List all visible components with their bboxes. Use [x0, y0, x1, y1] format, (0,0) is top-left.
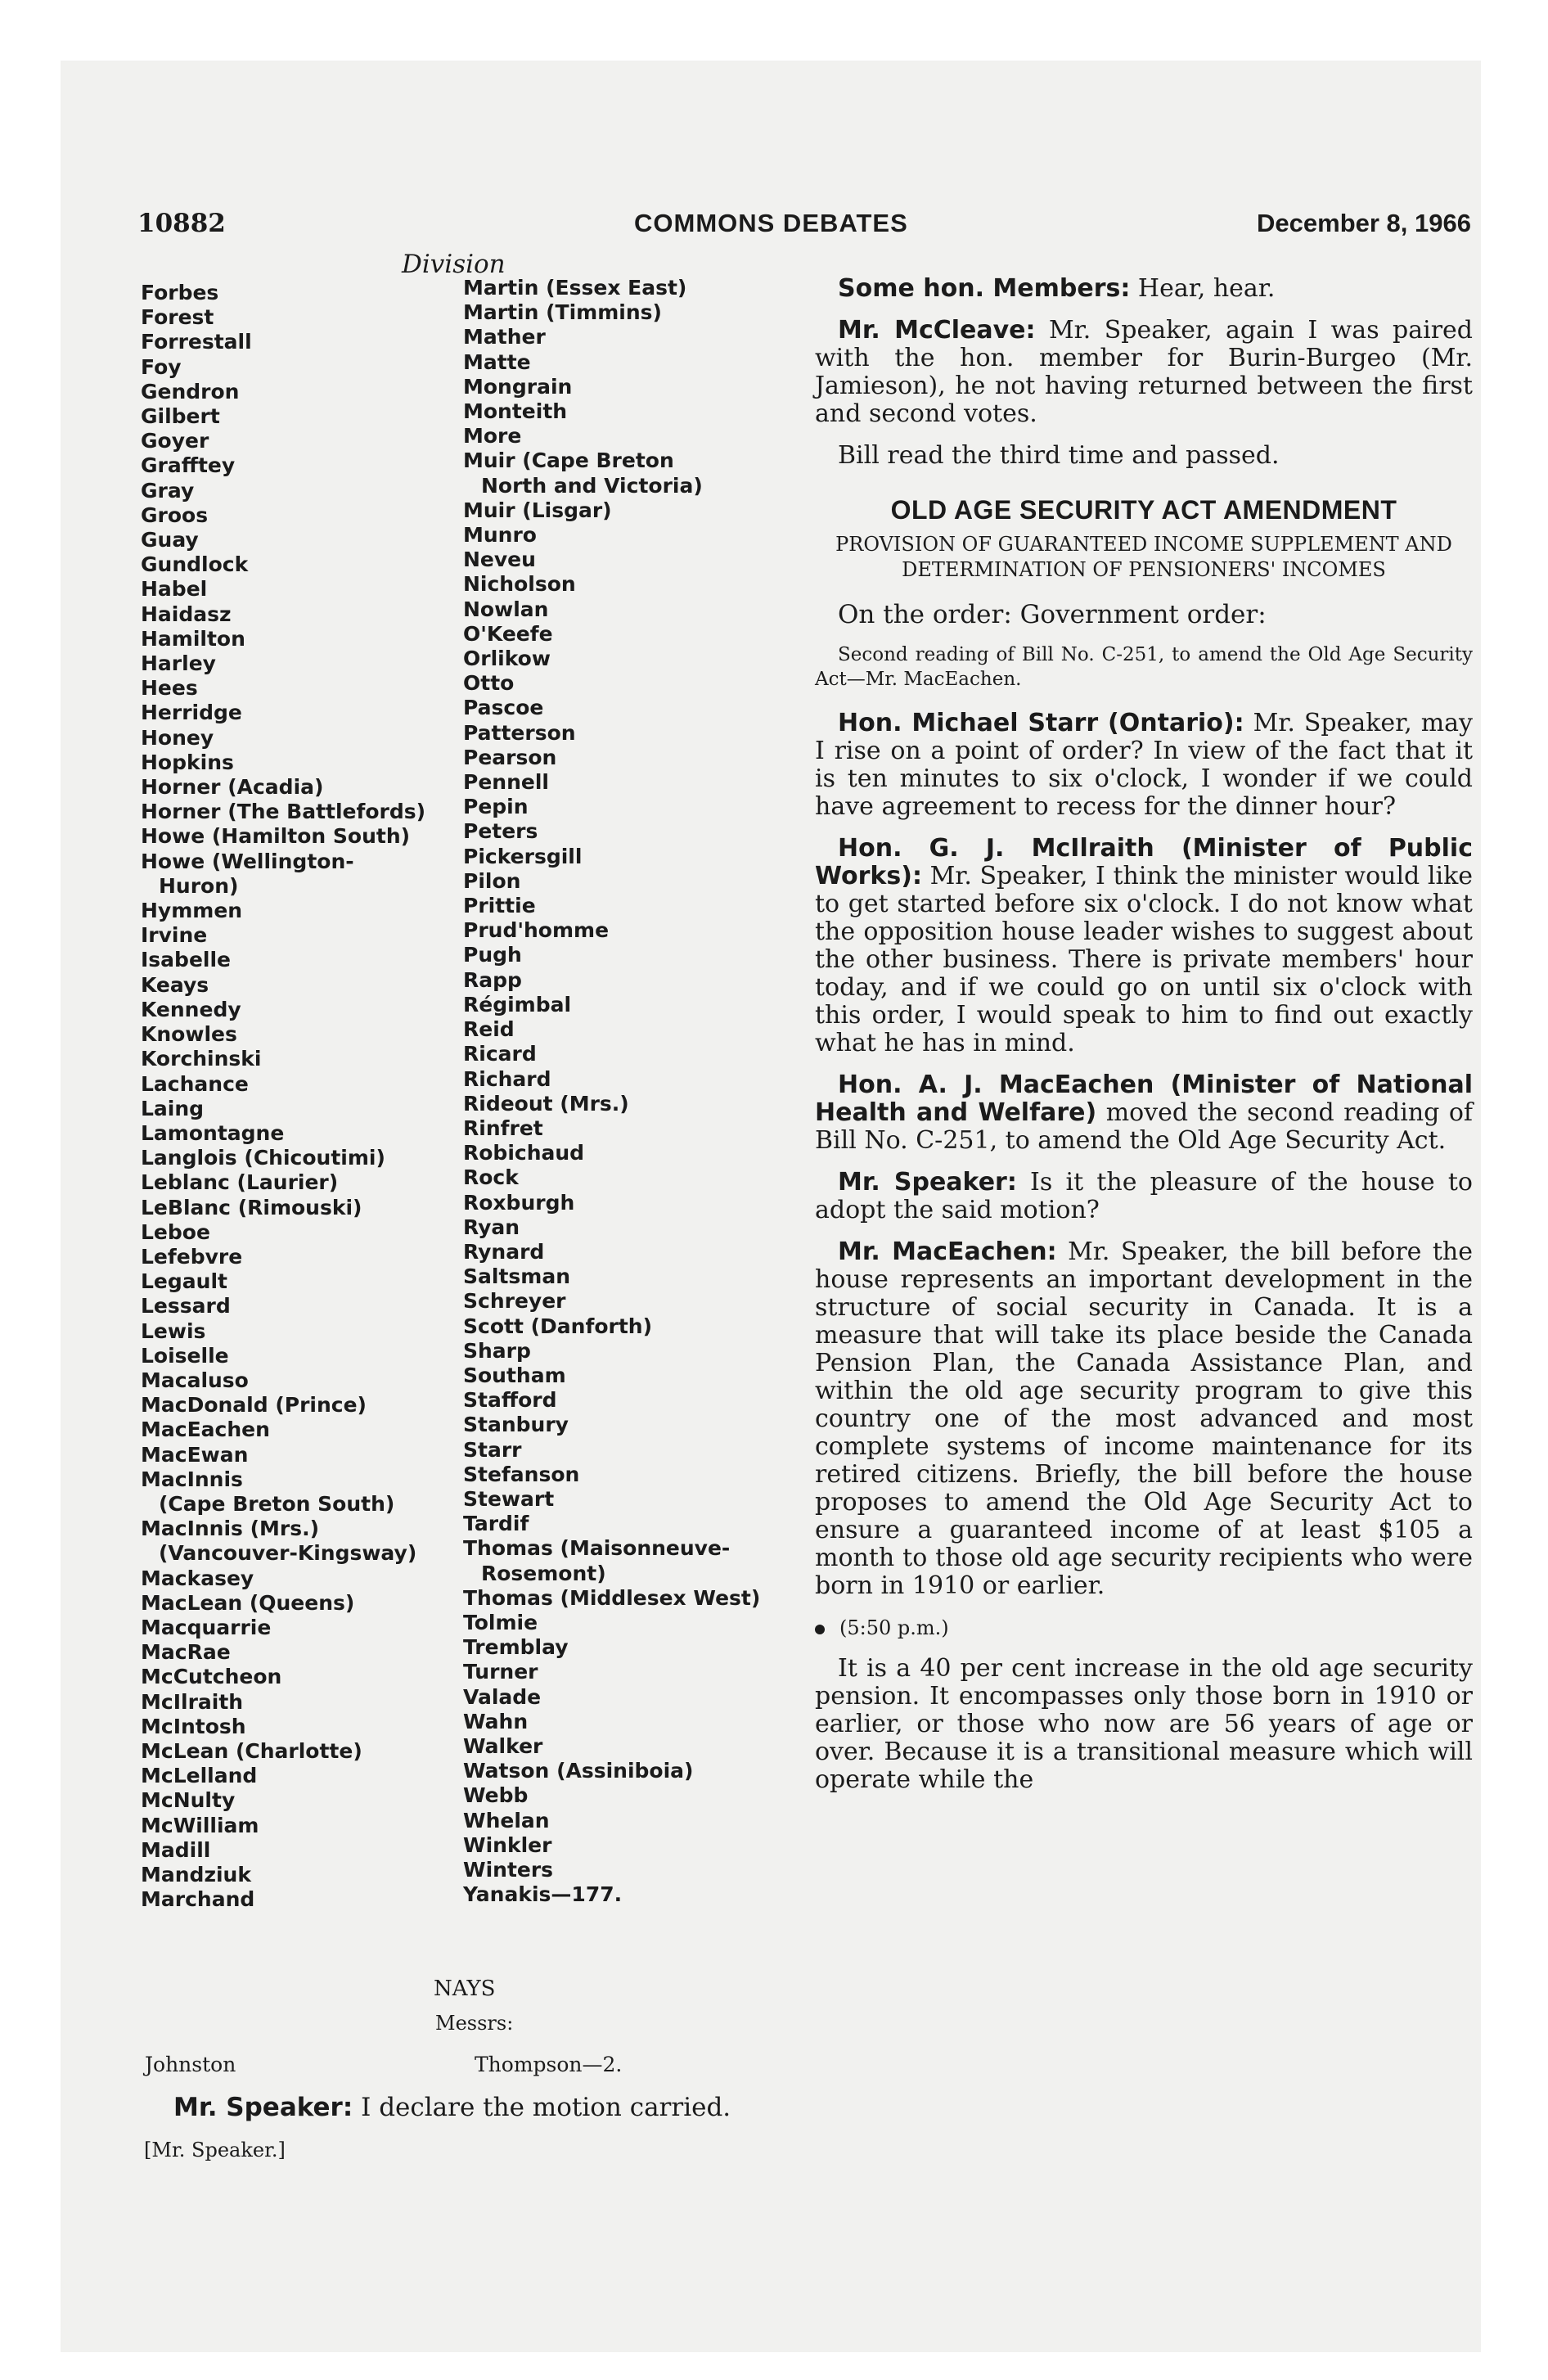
division-member: Tardif	[463, 1512, 529, 1536]
division-member: Gray	[141, 478, 195, 503]
division-title: Division	[402, 250, 506, 279]
division-member: MacEwan	[141, 1442, 249, 1467]
debate-column	[815, 275, 1473, 1808]
nays-name-right: Thompson—2.	[475, 2053, 623, 2076]
division-member: MacInnis	[141, 1467, 243, 1491]
division-member: Muir (Cape Breton	[463, 449, 674, 473]
division-member: Pugh	[463, 943, 522, 967]
division-member: Patterson	[463, 720, 576, 745]
speaker-label: Mr. Speaker:	[173, 2093, 353, 2122]
section-subtitle: PROVISION OF GUARANTEED INCOME SUPPLEMENT AND DETERMINATION OF PENSIONERS' INCOMES	[835, 533, 1452, 581]
division-member: Legault	[141, 1269, 227, 1294]
division-member: Macaluso	[141, 1368, 249, 1392]
division-member: Munro	[463, 523, 537, 548]
division-member: Starr	[463, 1437, 522, 1462]
division-member: Loiselle	[141, 1343, 229, 1368]
paragraph-text: Mr. Speaker, may I rise on a point of order? In view of the fact that it is ten minutes to six o'clock, I wonder if we could have agreement to recess for the dinner hour?	[815, 709, 1473, 821]
division-member: McIntosh	[141, 1714, 246, 1738]
division-member: Pilon	[463, 868, 521, 893]
paragraph	[815, 317, 1473, 428]
division-member: Martin (Timmins)	[463, 300, 662, 325]
division-member: Horner (Acadia)	[141, 775, 324, 800]
division-member: North and Victoria)	[481, 473, 703, 498]
division-member: Prittie	[463, 894, 536, 918]
division-member: O'Keefe	[463, 621, 553, 646]
division-member: Thomas (Middlesex West)	[463, 1585, 761, 1610]
division-member: Watson (Assiniboia)	[463, 1759, 694, 1783]
division-member: Pennell	[463, 770, 549, 795]
division-member: Matte	[463, 349, 531, 374]
division-member: Gendron	[141, 379, 240, 403]
paragraph-text: It is a 40 per cent increase in the old age security pension. It encompasses only those born in 1910 or earlier, or those who now are 56 years of age or over. Because it is a transitional measure which will operate while the	[815, 1654, 1473, 1794]
division-member: Lessard	[141, 1294, 231, 1318]
division-names-column-a	[141, 281, 425, 1912]
division-member: Hymmen	[141, 899, 243, 923]
division-member: Roxburgh	[463, 1190, 575, 1215]
time-mark	[815, 1614, 1473, 1642]
paragraph	[815, 442, 1473, 470]
division-member: Scott (Danforth)	[463, 1314, 653, 1338]
division-member: Hopkins	[141, 750, 234, 774]
motion-text: I declare the motion carried.	[361, 2093, 731, 2122]
paragraph-text: Hear, hear.	[1137, 274, 1276, 303]
nays-messrs: Messrs:	[435, 2012, 514, 2035]
division-member: Mandziuk	[141, 1863, 251, 1886]
division-member: MacLean (Queens)	[141, 1590, 355, 1615]
division-member: Kennedy	[141, 997, 241, 1021]
bullet-icon	[815, 1625, 825, 1634]
division-member: Guay	[141, 528, 199, 552]
division-member: Huron)	[159, 873, 239, 898]
division-member: MacEachen	[141, 1418, 270, 1442]
division-member: Nowlan	[463, 597, 549, 621]
division-member: Robichaud	[463, 1141, 585, 1165]
speaker-label: Hon. A. J. MacEachen (Minister of National Health and Welfare)	[815, 1071, 1473, 1127]
order-text: Second reading of Bill No. C-251, to amend the Old Age Security Act—Mr. MacEachen.	[815, 644, 1473, 690]
division-member: Nicholson	[463, 572, 576, 597]
paragraph	[815, 710, 1473, 821]
division-member: Neveu	[463, 548, 536, 572]
division-member: Keays	[141, 972, 209, 997]
division-member: Gundlock	[141, 552, 249, 577]
division-member: Rosemont)	[481, 1561, 606, 1585]
division-member: Stefanson	[463, 1462, 580, 1486]
speaker-label: Hon. G. J. McIlraith (Minister of Public Works):	[815, 834, 1473, 890]
division-member: Saltsman	[463, 1264, 570, 1289]
division-member: Marchand	[141, 1887, 255, 1912]
paragraph	[815, 1238, 1473, 1600]
paragraph	[815, 1169, 1473, 1224]
division-member: Herridge	[141, 701, 242, 725]
page-title: COMMONS DEBATES	[634, 209, 908, 237]
page-number: 10882	[137, 209, 226, 238]
division-member: Hees	[141, 676, 198, 701]
division-member: (Cape Breton South)	[159, 1491, 395, 1516]
nays-name-left: Johnston	[145, 2053, 236, 2076]
left-footer: [Mr. Speaker.]	[144, 2139, 286, 2161]
division-member: Forrestall	[141, 330, 252, 354]
division-member: Sharp	[463, 1338, 531, 1363]
division-member: Rinfret	[463, 1116, 543, 1140]
nays-heading: NAYS	[434, 1977, 496, 2001]
division-member: Hamilton	[141, 626, 245, 651]
division-member: Thomas (Maisonneuve-	[463, 1536, 731, 1561]
division-member: Gilbert	[141, 404, 220, 429]
division-member: Southam	[463, 1363, 566, 1387]
division-member: Langlois (Chicoutimi)	[141, 1146, 385, 1170]
division-member: Lefebvre	[141, 1244, 243, 1269]
division-member: Rynard	[463, 1239, 545, 1264]
division-member: Winters	[463, 1858, 554, 1882]
division-member: MacRae	[141, 1640, 231, 1665]
division-member: Honey	[141, 725, 214, 750]
division-member: Ricard	[463, 1042, 537, 1066]
division-member: Lewis	[141, 1318, 206, 1343]
division-member: Tremblay	[463, 1635, 569, 1660]
division-member: Stewart	[463, 1486, 555, 1511]
paragraph	[815, 1071, 1473, 1155]
speaker-label: Mr. MacEachen:	[838, 1237, 1057, 1266]
division-member: Stanbury	[463, 1413, 569, 1437]
division-member: Mongrain	[463, 374, 573, 399]
division-member: Pascoe	[463, 696, 544, 720]
division-member: McIlraith	[141, 1689, 244, 1714]
division-member: Martin (Essex East)	[463, 276, 687, 300]
paragraph-text: moved the second reading of Bill No. C-251, to amend the Old Age Security Act.	[815, 1098, 1473, 1155]
division-member: Whelan	[463, 1808, 550, 1832]
division-member: Leblanc (Laurier)	[141, 1170, 339, 1195]
division-member: Yanakis—177.	[463, 1882, 623, 1907]
division-member: Walker	[463, 1733, 543, 1758]
division-member: Lamontagne	[141, 1120, 285, 1145]
motion-carried	[173, 2093, 731, 2122]
paragraph-text: Mr. Speaker, I think the minister would like to get started before six o'clock. I do not know what the opposition house leader wishes to suggest about the other business. There is private members' hour today, and if we could go on until six o'clock with this order, I would speak to him to find out exactly what he has in mind.	[815, 862, 1473, 1057]
division-member: Lachance	[141, 1071, 249, 1096]
speaker-label: Some hon. Members:	[838, 274, 1131, 303]
division-member: Reid	[463, 1017, 515, 1042]
paragraph	[815, 835, 1473, 1057]
speaker-label: Hon. Michael Starr (Ontario):	[838, 709, 1244, 737]
division-member: MacDonald (Prince)	[141, 1393, 367, 1418]
division-member: Korchinski	[141, 1047, 262, 1071]
division-member: McCutcheon	[141, 1665, 282, 1689]
division-member: Harley	[141, 651, 216, 676]
division-member: Haidasz	[141, 602, 232, 626]
division-member: Groos	[141, 503, 209, 527]
division-member: Howe (Hamilton South)	[141, 824, 411, 849]
division-member: Ryan	[463, 1215, 520, 1239]
division-member: Prud'homme	[463, 918, 610, 943]
division-member: Howe (Wellington-	[141, 849, 354, 873]
division-member: McLean (Charlotte)	[141, 1738, 362, 1763]
division-member: Wahn	[463, 1709, 529, 1733]
division-member: Rock	[463, 1165, 519, 1190]
time-text: (5:50 p.m.)	[839, 1616, 949, 1639]
division-member: Isabelle	[141, 948, 231, 972]
division-member: Foy	[141, 354, 182, 379]
division-member: Monteith	[463, 399, 568, 424]
division-member: Leboe	[141, 1219, 210, 1244]
division-member: Forest	[141, 305, 214, 330]
division-member: Turner	[463, 1660, 538, 1684]
division-member: Laing	[141, 1096, 205, 1120]
section-title: OLD AGE SECURITY ACT AMENDMENT	[890, 495, 1397, 525]
page-date: December 8, 1966	[1257, 209, 1471, 237]
division-member: McWilliam	[141, 1813, 259, 1837]
division-member: Webb	[463, 1783, 529, 1808]
division-member: Pickersgill	[463, 844, 583, 868]
division-member: Macquarrie	[141, 1615, 272, 1639]
speaker-label: Mr. McCleave:	[838, 316, 1036, 345]
division-member: Richard	[463, 1066, 551, 1091]
division-member: Mather	[463, 325, 546, 349]
division-member: Stafford	[463, 1388, 557, 1413]
division-member: Muir (Lisgar)	[463, 498, 612, 522]
division-member: Forbes	[141, 281, 219, 304]
division-member: Knowles	[141, 1022, 237, 1047]
paragraph	[815, 1655, 1473, 1794]
paragraph-text: Mr. Speaker, again I was paired with the hon. member for Burin-Burgeo (Mr. Jamieson), he not having returned between the first and second votes.	[815, 316, 1473, 428]
division-member: Winkler	[463, 1832, 552, 1857]
division-member: MacInnis (Mrs.)	[141, 1517, 320, 1541]
division-member: Pearson	[463, 745, 557, 769]
order-label: On the order: Government order:	[838, 600, 1267, 629]
division-member: Mackasey	[141, 1566, 254, 1590]
division-member: McNulty	[141, 1788, 236, 1813]
speaker-label: Mr. Speaker:	[838, 1168, 1017, 1197]
division-member: Goyer	[141, 429, 209, 453]
division-member: Rapp	[463, 967, 522, 992]
paragraph	[815, 275, 1473, 303]
division-member: More	[463, 424, 522, 449]
division-names-column-b	[463, 276, 760, 1907]
division-member: Irvine	[141, 923, 208, 948]
division-member: Valade	[463, 1684, 542, 1709]
division-member: Horner (The Battlefords)	[141, 800, 426, 824]
paragraph-text: Bill read the third time and passed.	[838, 441, 1280, 470]
paragraph-text: Mr. Speaker, the bill before the house represents an important development in the structure of social security in Canada. It is a measure that will take its place beside the Canada Pension Plan, the Canada Assistance Plan, and within the old age security program to give this country one of the most advanced and most complete systems of income maintenance for its retired citizens. Briefly, the bill before the house proposes to amend the Old Age Security Act to ensure a guaranteed income of at least $105 a month to those old age security recipients who were born in 1910 or earlier.	[815, 1237, 1474, 1600]
division-member: Grafftey	[141, 453, 236, 478]
division-member: Otto	[463, 671, 515, 696]
division-member: Rideout (Mrs.)	[463, 1091, 629, 1116]
paragraph-text: Is it the pleasure of the house to adopt the said motion?	[815, 1168, 1473, 1224]
division-member: Madill	[141, 1837, 211, 1862]
division-member: Habel	[141, 577, 208, 602]
division-member: McLelland	[141, 1764, 258, 1788]
division-member: Régimbal	[463, 992, 572, 1016]
division-member: Orlikow	[463, 647, 551, 671]
division-member: (Vancouver-Kingsway)	[159, 1541, 417, 1566]
division-member: Schreyer	[463, 1289, 566, 1314]
division-member: LeBlanc (Rimouski)	[141, 1195, 362, 1219]
division-member: Peters	[463, 819, 538, 844]
division-member: Tolmie	[463, 1610, 538, 1634]
division-member: Pepin	[463, 795, 529, 819]
